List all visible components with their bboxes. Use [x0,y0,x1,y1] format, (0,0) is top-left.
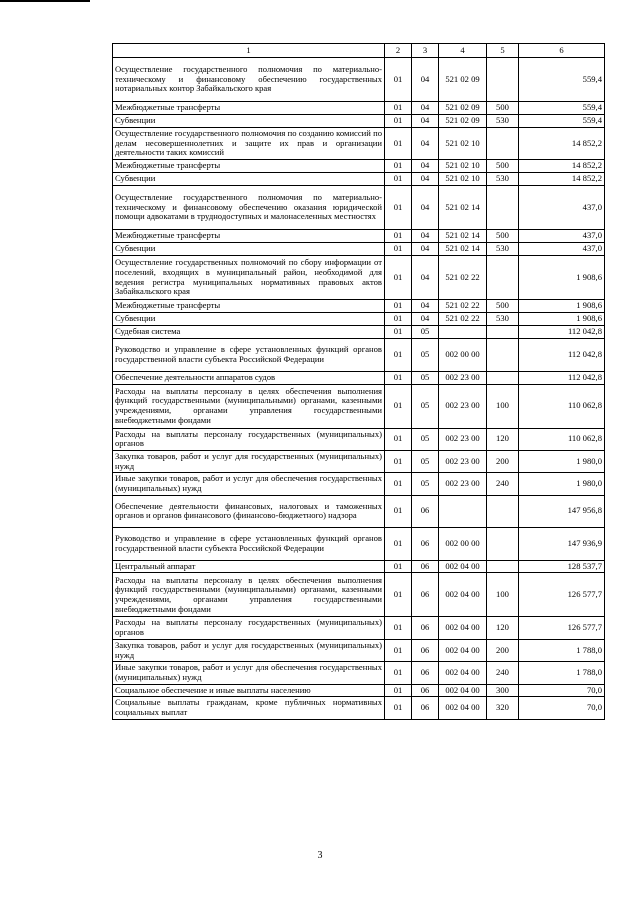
row-target-code: 002 04 00 [439,617,487,639]
row-amount: 1 908,6 [519,300,605,313]
row-section: 01 [385,573,412,617]
row-expense-type: 500 [487,102,519,115]
row-subsection: 04 [412,115,439,128]
row-name: Расходы на выплаты персоналу в целях обеспечения выполнения функций государственными (муниципальными) органами, казенными учреждениями, органами управления государственными внебюджетными фондами [113,573,385,617]
row-section: 01 [385,473,412,495]
row-amount: 437,0 [519,243,605,256]
row-section: 01 [385,102,412,115]
table-row [113,684,605,697]
row-target-code: 002 23 00 [439,428,487,450]
row-amount: 437,0 [519,186,605,230]
row-amount: 110 062,8 [519,384,605,428]
row-expense-type: 500 [487,230,519,243]
row-name: Межбюджетные трансферты [113,160,385,173]
row-amount: 14 852,2 [519,173,605,186]
row-target-code: 521 02 09 [439,58,487,102]
row-section: 01 [385,495,412,527]
page-number: 3 [317,850,323,861]
row-subsection: 06 [412,617,439,639]
table-row [113,697,605,719]
table-row [113,527,605,560]
table-row [113,428,605,450]
row-amount: 147 936,9 [519,527,605,560]
row-amount: 112 042,8 [519,338,605,371]
row-subsection: 06 [412,560,439,573]
row-expense-type: 120 [487,617,519,639]
row-subsection: 06 [412,697,439,719]
table-row [113,173,605,186]
row-section: 01 [385,313,412,326]
row-target-code: 002 04 00 [439,697,487,719]
row-target-code: 002 23 00 [439,473,487,495]
row-amount: 1 908,6 [519,313,605,326]
row-amount: 1 980,0 [519,450,605,472]
row-section: 01 [385,617,412,639]
row-section: 01 [385,128,412,160]
row-target-code: 002 23 00 [439,371,487,384]
row-expense-type: 200 [487,450,519,472]
row-target-code: 002 00 00 [439,338,487,371]
table-row [113,371,605,384]
row-target-code: 002 04 00 [439,639,487,661]
table-row [113,160,605,173]
row-section: 01 [385,684,412,697]
row-target-code: 521 02 10 [439,128,487,160]
row-target-code: 002 04 00 [439,662,487,684]
row-expense-type [487,527,519,560]
row-section: 01 [385,560,412,573]
row-name: Межбюджетные трансферты [113,300,385,313]
row-subsection: 06 [412,573,439,617]
header-col-1: 1 [113,44,385,58]
row-amount: 147 956,8 [519,495,605,527]
row-amount: 126 577,7 [519,617,605,639]
row-section: 01 [385,173,412,186]
row-subsection: 04 [412,128,439,160]
row-expense-type: 240 [487,662,519,684]
row-amount: 1 788,0 [519,639,605,661]
row-target-code: 002 00 00 [439,527,487,560]
row-amount: 110 062,8 [519,428,605,450]
row-subsection: 06 [412,527,439,560]
row-name: Субвенции [113,115,385,128]
row-target-code [439,326,487,339]
row-expense-type [487,560,519,573]
row-subsection: 04 [412,160,439,173]
table-row [113,128,605,160]
row-subsection: 05 [412,450,439,472]
row-subsection: 04 [412,102,439,115]
row-target-code: 521 02 14 [439,243,487,256]
table-row [113,58,605,102]
row-amount: 126 577,7 [519,573,605,617]
table-row [113,450,605,472]
row-subsection: 04 [412,230,439,243]
row-expense-type [487,495,519,527]
row-expense-type [487,338,519,371]
row-section: 01 [385,243,412,256]
row-section: 01 [385,186,412,230]
row-expense-type: 300 [487,684,519,697]
row-target-code [439,495,487,527]
row-subsection: 04 [412,300,439,313]
row-section: 01 [385,256,412,300]
table-row [113,256,605,300]
table-row [113,573,605,617]
row-target-code: 521 02 09 [439,102,487,115]
row-name: Осуществление государственного полномочия по созданию комиссий по делам несовершеннолетних и защите их прав и организации деятельности таких комиссий [113,128,385,160]
row-section: 01 [385,300,412,313]
row-expense-type: 240 [487,473,519,495]
table-row [113,384,605,428]
row-expense-type: 200 [487,639,519,661]
table-row [113,243,605,256]
row-section: 01 [385,371,412,384]
row-expense-type: 530 [487,115,519,128]
row-target-code: 521 02 14 [439,186,487,230]
row-section: 01 [385,160,412,173]
row-expense-type: 530 [487,243,519,256]
table-row [113,230,605,243]
row-section: 01 [385,450,412,472]
row-target-code: 521 02 22 [439,300,487,313]
row-target-code: 002 23 00 [439,384,487,428]
table-row [113,300,605,313]
header-col-6: 6 [519,44,605,58]
row-target-code: 002 04 00 [439,573,487,617]
row-name: Осуществление государственных полномочий по сбору информации от поселений, входящих в муниципальный район, необходимой для ведения регистра муниципальных нормативных правовых актов Забайкальского края [113,256,385,300]
row-subsection: 06 [412,684,439,697]
table-row [113,495,605,527]
row-name: Субвенции [113,173,385,186]
row-expense-type [487,256,519,300]
row-subsection: 04 [412,58,439,102]
row-expense-type [487,371,519,384]
row-amount: 559,4 [519,58,605,102]
row-section: 01 [385,230,412,243]
row-section: 01 [385,115,412,128]
row-amount: 559,4 [519,102,605,115]
row-name: Иные закупки товаров, работ и услуг для обеспечения государственных (муниципальных) нужд [113,473,385,495]
row-subsection: 05 [412,326,439,339]
row-name: Иные закупки товаров, работ и услуг для обеспечения государственных (муниципальных) нужд [113,662,385,684]
table-row [113,186,605,230]
row-name: Осуществление государственного полномочия по материально-техническому и финансовому обеспечению государственных нотариальных контор Забайкальского края [113,58,385,102]
budget-table [112,43,605,720]
row-amount: 559,4 [519,115,605,128]
row-expense-type [487,58,519,102]
row-subsection: 05 [412,473,439,495]
row-section: 01 [385,428,412,450]
row-subsection: 05 [412,338,439,371]
table-row [113,338,605,371]
row-name: Межбюджетные трансферты [113,230,385,243]
row-subsection: 04 [412,243,439,256]
row-name: Социальные выплаты гражданам, кроме публичных нормативных социальных выплат [113,697,385,719]
row-amount: 70,0 [519,697,605,719]
row-name: Расходы на выплаты персоналу в целях обеспечения выполнения функций государственными (муниципальными) органами, казенными учреждениями, органами управления государственными внебюджетными фондами [113,384,385,428]
row-target-code: 521 02 14 [439,230,487,243]
table-row [113,313,605,326]
row-amount: 112 042,8 [519,326,605,339]
row-expense-type: 120 [487,428,519,450]
table-row [113,326,605,339]
row-section: 01 [385,697,412,719]
table-row [113,639,605,661]
row-section: 01 [385,338,412,371]
row-target-code: 521 02 09 [439,115,487,128]
table-row [113,115,605,128]
row-amount: 70,0 [519,684,605,697]
row-subsection: 04 [412,313,439,326]
table-row [113,102,605,115]
row-name: Расходы на выплаты персоналу государственных (муниципальных) органов [113,428,385,450]
row-expense-type [487,186,519,230]
row-name: Центральный аппарат [113,560,385,573]
top-rule [0,0,90,2]
row-section: 01 [385,326,412,339]
row-expense-type [487,326,519,339]
row-name: Субвенции [113,313,385,326]
row-target-code: 002 04 00 [439,684,487,697]
row-amount: 112 042,8 [519,371,605,384]
row-name: Руководство и управление в сфере установленных функций органов государственной власти субъекта Российской Федерации [113,338,385,371]
header-col-5: 5 [487,44,519,58]
row-subsection: 05 [412,428,439,450]
row-subsection: 05 [412,371,439,384]
row-subsection: 05 [412,384,439,428]
row-amount: 14 852,2 [519,128,605,160]
row-name: Осуществление государственного полномочия по материально-техническому и финансовому обеспечению оказания юридической помощи адвокатами в труднодоступных и малонаселенных местностях [113,186,385,230]
row-section: 01 [385,384,412,428]
table-row [113,617,605,639]
row-expense-type: 100 [487,384,519,428]
row-amount: 128 537,7 [519,560,605,573]
row-amount: 1 788,0 [519,662,605,684]
row-amount: 1 980,0 [519,473,605,495]
header-col-2: 2 [385,44,412,58]
row-subsection: 06 [412,495,439,527]
row-amount: 1 908,6 [519,256,605,300]
row-subsection: 06 [412,662,439,684]
row-name: Судебная система [113,326,385,339]
row-section: 01 [385,639,412,661]
table-row [113,662,605,684]
row-name: Руководство и управление в сфере установленных функций органов государственной власти субъекта Российской Федерации [113,527,385,560]
row-section: 01 [385,58,412,102]
row-name: Расходы на выплаты персоналу государственных (муниципальных) органов [113,617,385,639]
row-subsection: 04 [412,256,439,300]
row-name: Обеспечение деятельности финансовых, налоговых и таможенных органов и органов финансового (финансово-бюджетного) надзора [113,495,385,527]
row-subsection: 04 [412,186,439,230]
header-col-3: 3 [412,44,439,58]
row-expense-type: 320 [487,697,519,719]
row-expense-type: 500 [487,300,519,313]
row-expense-type [487,128,519,160]
row-expense-type: 530 [487,313,519,326]
row-subsection: 04 [412,173,439,186]
row-name: Межбюджетные трансферты [113,102,385,115]
row-subsection: 06 [412,639,439,661]
row-section: 01 [385,527,412,560]
header-row [113,44,605,58]
row-target-code: 002 04 00 [439,560,487,573]
row-amount: 14 852,2 [519,160,605,173]
row-target-code: 521 02 22 [439,256,487,300]
table-row [113,560,605,573]
row-target-code: 521 02 22 [439,313,487,326]
row-target-code: 521 02 10 [439,160,487,173]
row-name: Социальное обеспечение и иные выплаты населению [113,684,385,697]
header-col-4: 4 [439,44,487,58]
row-target-code: 002 23 00 [439,450,487,472]
row-expense-type: 100 [487,573,519,617]
row-name: Закупка товаров, работ и услуг для государственных (муниципальных) нужд [113,639,385,661]
table-row [113,473,605,495]
row-section: 01 [385,662,412,684]
row-amount: 437,0 [519,230,605,243]
row-expense-type: 500 [487,160,519,173]
row-name: Закупка товаров, работ и услуг для государственных (муниципальных) нужд [113,450,385,472]
row-name: Обеспечение деятельности аппаратов судов [113,371,385,384]
row-name: Субвенции [113,243,385,256]
row-target-code: 521 02 10 [439,173,487,186]
row-expense-type: 530 [487,173,519,186]
